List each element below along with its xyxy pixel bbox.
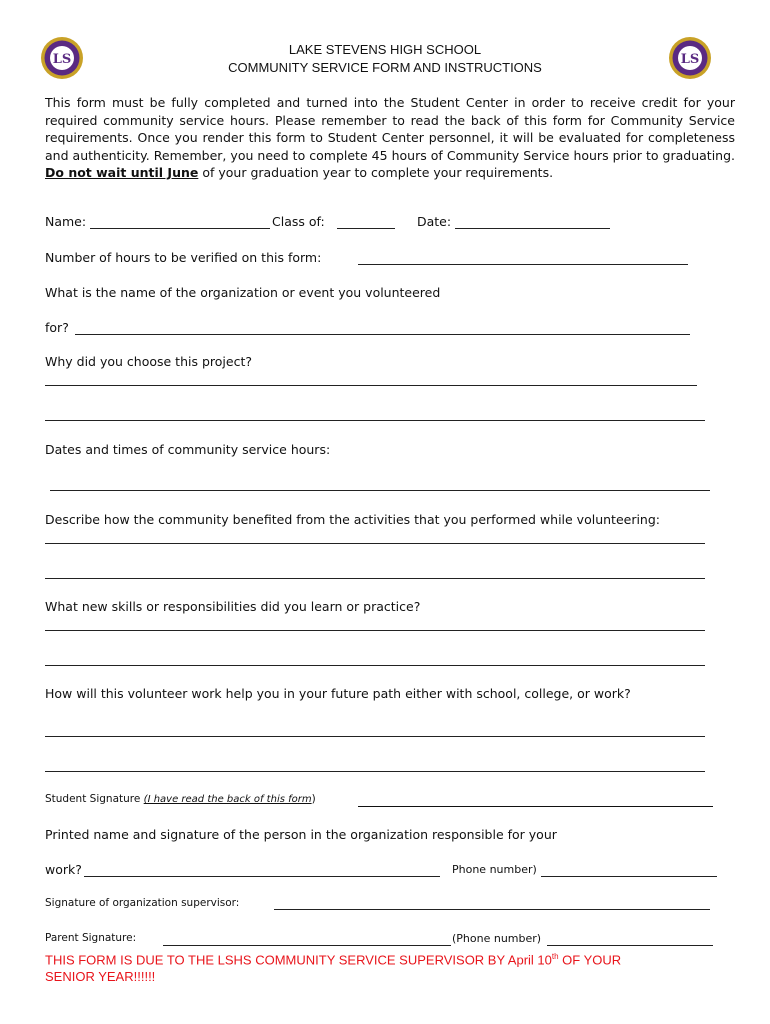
instructions-tail: of your graduation year to complete your requirements. xyxy=(202,165,554,180)
student-signature-label xyxy=(45,793,316,805)
student-signature-close: ) xyxy=(311,793,316,805)
student-signature-note: (I have read the back of this form xyxy=(143,794,312,805)
parent-signature-field[interactable] xyxy=(163,945,451,946)
org-supervisor-label: Signature of organization supervisor: xyxy=(45,897,240,909)
future-question: How will this volunteer work help you in your future path either with school, college, or work? xyxy=(45,686,631,701)
phone-number-field[interactable] xyxy=(541,876,717,877)
describe-field-line-1[interactable] xyxy=(45,543,705,544)
why-field-line-2[interactable] xyxy=(45,420,705,421)
skills-field-line-1[interactable] xyxy=(45,630,705,631)
phone-number-label: Phone number) xyxy=(452,863,537,876)
date-field[interactable] xyxy=(455,228,610,229)
class-of-field[interactable] xyxy=(337,228,395,229)
printed-name-question: Printed name and signature of the person in the organization responsible for your xyxy=(45,827,557,842)
dates-field[interactable] xyxy=(50,490,710,491)
due-date-warning-line2: SENIOR YEAR!!!!!! xyxy=(45,969,156,985)
hours-label: Number of hours to be verified on this form: xyxy=(45,250,322,265)
describe-question: Describe how the community benefited from the activities that you performed while volunteering: xyxy=(45,512,661,527)
printed-name-question-cont: work? xyxy=(45,862,82,877)
hours-field[interactable] xyxy=(358,264,688,265)
student-signature-text: Student Signature xyxy=(45,793,141,805)
parent-signature-label: Parent Signature: xyxy=(45,932,137,944)
future-field-line-2[interactable] xyxy=(45,771,705,772)
logo-right-text: LS xyxy=(680,52,700,67)
instructions-paragraph xyxy=(45,94,735,182)
why-field-line-1[interactable] xyxy=(45,385,697,386)
skills-field-line-2[interactable] xyxy=(45,665,705,666)
due-date-warning-text-b: OF YOUR xyxy=(558,952,622,968)
school-name: LAKE STEVENS HIGH SCHOOL xyxy=(288,42,482,57)
parent-phone-label: (Phone number) xyxy=(452,932,542,945)
name-label: Name: xyxy=(45,214,87,229)
instructions-emphasis: Do not wait until June xyxy=(45,165,199,180)
due-date-warning xyxy=(45,948,745,985)
form-title: COMMUNITY SERVICE FORM AND INSTRUCTIONS xyxy=(228,60,542,75)
class-of-label: Class of: xyxy=(272,214,325,229)
due-date-warning-sup: th xyxy=(551,952,559,961)
date-label: Date: xyxy=(417,214,452,229)
instructions-text: This form must be fully completed and turned into the Student Center in order to receive credit for your required community service hours. Please remember to read the back of this form for Community Service requirements. Once you render this form to Student Center personnel, it will be evaluated for completeness and authenticity. Remember, you need to complete 45 hours of Community Service hours prior to graduating. xyxy=(45,95,735,163)
due-date-warning-text: THIS FORM IS DUE TO THE LSHS COMMUNITY SERVICE SUPERVISOR BY April 10 xyxy=(45,952,552,968)
org-supervisor-field[interactable] xyxy=(274,909,710,910)
printed-name-field[interactable] xyxy=(84,876,440,877)
future-field-line-1[interactable] xyxy=(45,736,705,737)
organization-question-cont: for? xyxy=(45,320,69,335)
why-question: Why did you choose this project? xyxy=(45,354,252,369)
logo-left-text: LS xyxy=(52,52,72,67)
skills-question: What new skills or responsibilities did you learn or practice? xyxy=(45,599,421,614)
student-signature-field[interactable] xyxy=(358,806,713,807)
parent-phone-field[interactable] xyxy=(547,945,713,946)
name-field[interactable] xyxy=(90,228,270,229)
describe-field-line-2[interactable] xyxy=(45,578,705,579)
organization-field[interactable] xyxy=(75,334,690,335)
dates-question: Dates and times of community service hours: xyxy=(45,442,331,457)
organization-question: What is the name of the organization or event you volunteered xyxy=(45,285,441,300)
